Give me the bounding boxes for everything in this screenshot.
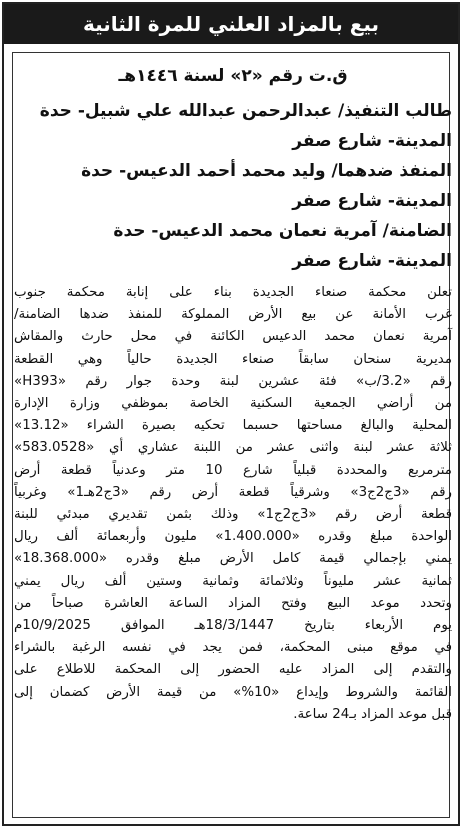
body-line: مترمربع والمحددة قبلياً شارع 10 متر وعدنياً قطعة أرض [14,462,452,478]
body-line: قبل موعد المزاد بـ24 ساعة. [293,706,452,722]
body-line: والتقدم إلى المزاد عليه الحضور إلى المحكمة للاطلاع على [14,662,452,678]
notice-title: بيع بالمزاد العلني للمرة الثانية [82,12,380,36]
notice-header [4,4,458,44]
party-line: الضامنة/ آمرية نعمان محمد الدعيس- حدة [113,221,452,241]
body-line: غرب الأمانة عن بيع الأرض المملوكة للمنفذ ضدها الضامنة/ [14,307,452,323]
parties-block [14,96,452,276]
body-line: رقم «3ج2ج3» وشرقياً قطعة أرض رقم «3ج2هـ1» وغربياً [14,484,452,500]
body-line: في موقع مبنى المحكمة، فمن يجد في نفسه الرغبة بالشراء [14,640,452,656]
party-line: المدينة- شارع صفر [292,191,452,211]
body-line: آمرية نعمان محمد الدعيس الكائنة في محل حارث والمقاش [14,329,452,345]
party-line: طالب التنفيذ/ عبدالرحمن عبدالله علي شبيل- حدة [39,101,452,121]
body-line: الواحدة مبلغ وقدره «1.400.000» مليون وأربعمائة ألف ريال [14,529,452,545]
body-line: من أراضي الجمعية السكنية الخاصة بموظفي وزارة الإدارة [14,396,452,412]
body-line: رقم «3.2/ب» فئة عشرين لبنة وحدة جوار رقم «H393» [14,373,452,389]
party-line: المدينة- شارع صفر [292,131,452,151]
body-line: يوم الأربعاء بتاريخ 18/3/1447هـ الموافق 10/9/2025م [14,618,452,634]
body-line: ثمانية عشر مليوناً وثلاثمائة وثمانية وستين ألف ريال يمني [14,573,452,589]
party-line: المدينة- شارع صفر [292,251,452,271]
body-line: القائمة والشروط وإيداع «10%» من قيمة الأرض كضمان إلى [14,684,453,700]
notice-content [14,64,452,726]
body-line: ثلاثة عشر لبنة واثنى عشر من اللبنة عشاري أي «583.0528» [14,440,452,456]
body-line: وتحدد موعد البيع وفتح المزاد الساعة العاشرة صباحاً من [14,595,452,611]
body-line: قطعة أرض رقم «3ج2ج1» وذلك بثمن تقديري مبدئي للبنة [14,507,452,523]
body-line: تعلن محكمة صنعاء الجديدة بناء على إنابة محكمة جنوب [14,285,452,300]
notice-body [14,282,452,726]
body-line: المحلية والبالغ مساحتها حسبما تحكيه بصيرة الشراء «13.12» [14,418,452,434]
body-line: مديرية سنحان سابقاً صنعاء الجديدة حالياً وهي القطعة [14,351,452,367]
party-line: المنفذ ضدهما/ وليد محمد أحمد الدعيس- حدة [81,161,452,181]
body-line: يمني بإجمالي قيمة كامل الأرض مبلغ وقدره «18.368.000» [14,551,452,567]
case-number: ق.ت رقم «٢» لسنة ١٤٤٦هـ [118,66,348,86]
